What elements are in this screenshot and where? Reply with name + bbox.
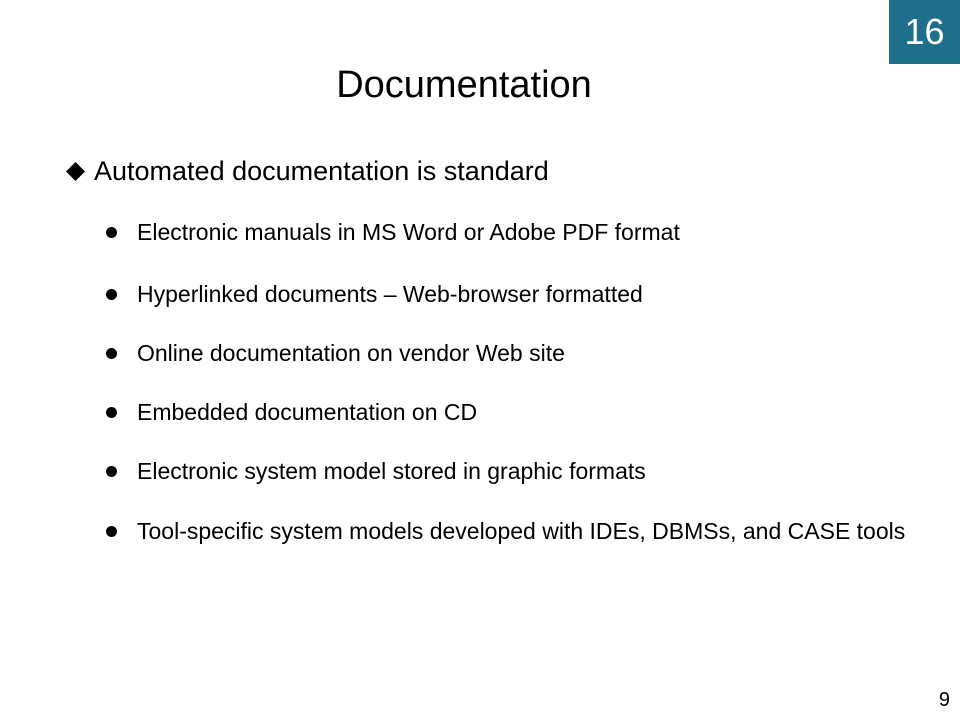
sub-bullet — [106, 516, 906, 547]
bullet-icon — [106, 289, 117, 300]
bullet-icon — [106, 526, 117, 537]
bullet-icon — [106, 407, 117, 418]
chapter-badge: 16 — [889, 0, 960, 64]
sub-bullet-text: Electronic manuals in MS Word or Adobe PDF format — [137, 219, 680, 245]
diamond-icon — [66, 162, 85, 181]
slide-title: Documentation — [336, 64, 592, 106]
sub-bullet — [106, 217, 906, 248]
page-number: 9 — [938, 689, 950, 711]
bullet-icon — [106, 348, 117, 359]
main-bullet-text: Automated documentation is standard — [94, 156, 549, 186]
sub-bullet-text: Electronic system model stored in graphic formats — [137, 458, 646, 484]
bullet-icon — [106, 466, 117, 477]
sub-bullet — [106, 397, 906, 428]
sub-bullet-text: Online documentation on vendor Web site — [137, 340, 565, 366]
bullet-icon — [106, 227, 117, 238]
main-bullet — [66, 154, 549, 188]
sub-bullet-text: Embedded documentation on CD — [137, 399, 478, 425]
sub-bullet-text: Hyperlinked documents – Web-browser formatted — [137, 281, 643, 307]
sub-bullet — [106, 456, 906, 487]
sub-bullet — [106, 338, 906, 369]
sub-bullet-text: Tool-specific system models developed with IDEs, DBMSs, and CASE tools — [137, 518, 906, 544]
sub-bullet — [106, 279, 906, 310]
